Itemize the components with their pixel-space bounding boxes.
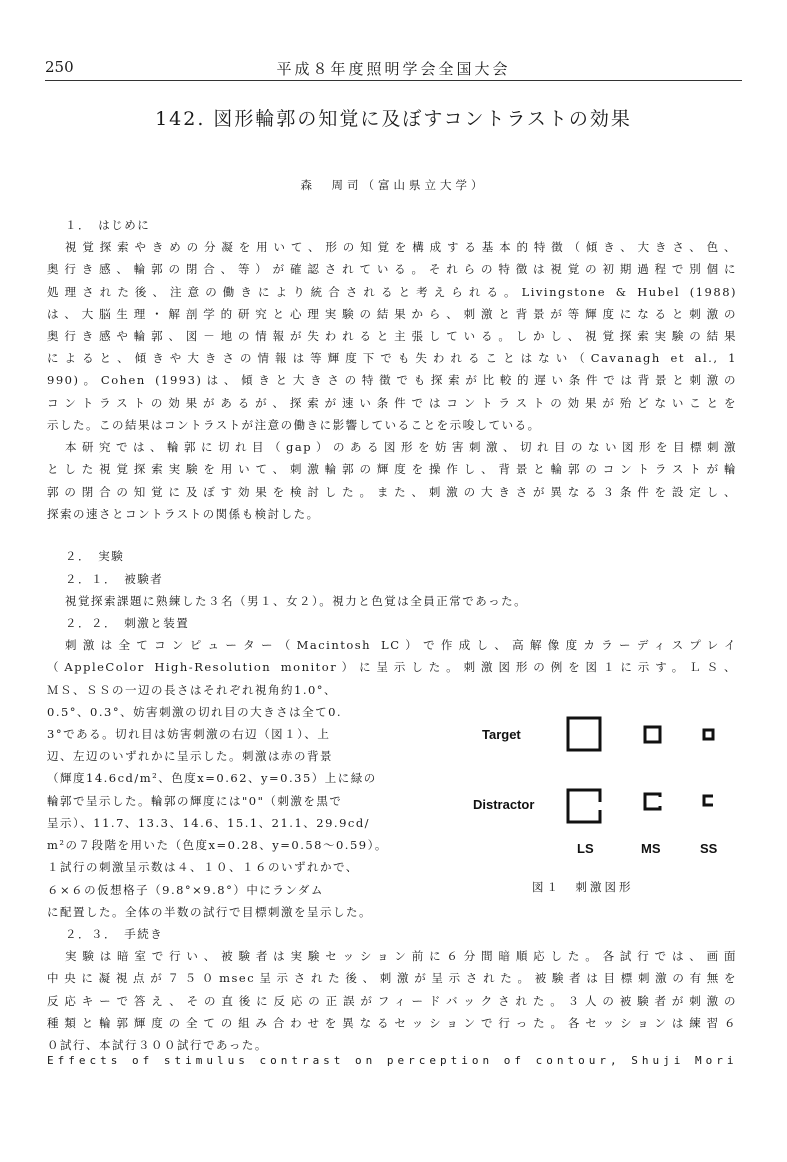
- author-line: 森 周司（富山県立大学）: [300, 178, 487, 192]
- target-ss-square: [704, 730, 713, 739]
- body-line: 処理された後、注意の働きにより統合されると考えられる。Livingstone & Hubel (1988): [47, 285, 737, 299]
- body-line: 刺激は全てコンピューター（Macintosh LC）で作成し、高解像度カラーディスプレイ: [65, 638, 737, 652]
- col-label-ss: SS: [700, 841, 718, 856]
- distractor-ss-gap-square: [704, 796, 713, 805]
- body-line: ２．１． 被験者: [65, 572, 164, 586]
- body-line: ６×６の仮想格子（9.8°×9.8°）中にランダム: [47, 883, 324, 897]
- body-line: コントラストの効果があるが、探索が速い条件ではコントラストの効果が殆どないことを: [47, 396, 737, 410]
- body-line: ＭＳ、ＳＳの一辺の長さはそれぞれ視角約1.0°、: [47, 683, 338, 697]
- body-line: 奥行き感、輪郭の閉合、等）が確認されている。それらの特徴は視覚の初期過程で別個に: [47, 262, 737, 276]
- body-line: 輪郭で呈示した。輪郭の輝度には"0"（刺激を黒で: [47, 794, 343, 808]
- body-line: ２． 実験: [65, 549, 125, 563]
- body-line: 反応キーで答え、その直後に反応の正誤がフィードバックされた。３人の被験者が刺激の: [47, 994, 737, 1008]
- conference-title: 平成８年度照明学会全国大会: [276, 60, 511, 78]
- body-line: は、大脳生理・解剖学的研究と心理実験の結果から、刺激と背景が等輝度になると刺激の: [47, 307, 737, 321]
- body-line: ２．２． 刺激と装置: [65, 616, 190, 630]
- body-line: ２．３． 手続き: [65, 927, 164, 941]
- body-line: 視覚探索やきめの分凝を用いて、形の知覚を構成する基本的特徴（傾き、大きさ、色、: [65, 240, 737, 254]
- english-title-footer: Effects of stimulus contrast on perception of contour, Shuji Mori: [47, 1054, 738, 1067]
- body-line: 990)。Cohen (1993)は、傾きと大きさの特徴でも探索が比較的遅い条件では背景と刺激の: [47, 373, 737, 387]
- body-line: （輝度14.6cd/m²、色度x=0.62、y=0.35）上に緑の: [47, 771, 377, 785]
- body-line: に配置した。全体の半数の試行で目標刺激を呈示した。: [47, 905, 372, 919]
- body-line: によると、傾きや大きさの情報は等輝度下でも失われることはない（Cavanagh et al., 1: [47, 351, 737, 365]
- figure-1: [470, 710, 760, 900]
- body-line: １試行の刺激呈示数は４、１０、１６のいずれかで、: [47, 860, 359, 874]
- body-line: 0.5°、0.3°、妨害刺激の切れ目の大きさは全て0.: [47, 705, 343, 719]
- body-line: ０試行、本試行３００試行であった。: [47, 1038, 268, 1052]
- header-rule: [45, 80, 742, 81]
- body-line: m²の７段階を用いた（色度x=0.28、y=0.58～0.59）。: [47, 838, 388, 852]
- paper-title: 142. 図形輪郭の知覚に及ぼすコントラストの効果: [155, 108, 632, 130]
- row-label-distractor: Distractor: [473, 797, 535, 812]
- page-number: 250: [45, 58, 74, 76]
- target-ms-square: [645, 727, 660, 742]
- body-line: 3°である。切れ目は妨害刺激の右辺（図１）、上: [47, 727, 331, 741]
- body-line: 視覚探索課題に熟練した３名（男１、女２）。視力と色覚は全員正常であった。: [65, 594, 528, 608]
- col-label-ls: LS: [577, 841, 594, 856]
- body-line: 実験は暗室で行い、被験者は実験セッション前に６分間暗順応した。各試行では、画面: [65, 949, 737, 963]
- body-line: 種類と輪郭輝度の全ての組み合わせを異なるセッションで行った。各セッションは練習６: [47, 1016, 737, 1030]
- body-line: とした視覚探索実験を用いて、刺激輪郭の輝度を操作し、背景と輪郭のコントラストが輪: [47, 462, 737, 476]
- body-line: １． はじめに: [65, 218, 151, 232]
- body-line: 本研究では、輪郭に切れ目（gap）のある図形を妨害刺激、切れ目のない図形を目標刺激: [65, 440, 737, 454]
- body-line: 呈示）、11.7、13.3、14.6、15.1、21.1、29.9cd/: [47, 816, 371, 830]
- row-label-target: Target: [482, 727, 521, 742]
- stimulus-shapes: [470, 710, 760, 840]
- body-line: 示した。この結果はコントラストが注意の働きに影響していることを示唆している。: [47, 418, 541, 432]
- body-line: （AppleColor High-Resolution monitor）に呈示した。刺激図形の例を図１に示す。ＬＳ、: [47, 660, 737, 674]
- body-line: 奥行き感や輪郭、図－地の情報が失われると主張している。しかし、視覚探索実験の結果: [47, 329, 737, 343]
- col-label-ms: MS: [641, 841, 661, 856]
- target-ls-square: [568, 718, 600, 750]
- figure-caption: 図１ 刺激図形: [532, 880, 634, 894]
- body-line: 郭の閉合の知覚に及ぼす効果を検討した。また、刺激の大きさが異なる３条件を設定し、: [47, 485, 737, 499]
- body-line: 探索の速さとコントラストの関係も検討した。: [47, 507, 320, 521]
- body-line: 辺、左辺のいずれかに呈示した。刺激は赤の背景: [47, 749, 333, 763]
- body-line: 中央に凝視点が７５０msec呈示された後、刺激が呈示された。被験者は目標刺激の有無を: [47, 971, 737, 985]
- distractor-ls-gap-square: [568, 790, 600, 822]
- distractor-ms-gap-square: [645, 794, 660, 809]
